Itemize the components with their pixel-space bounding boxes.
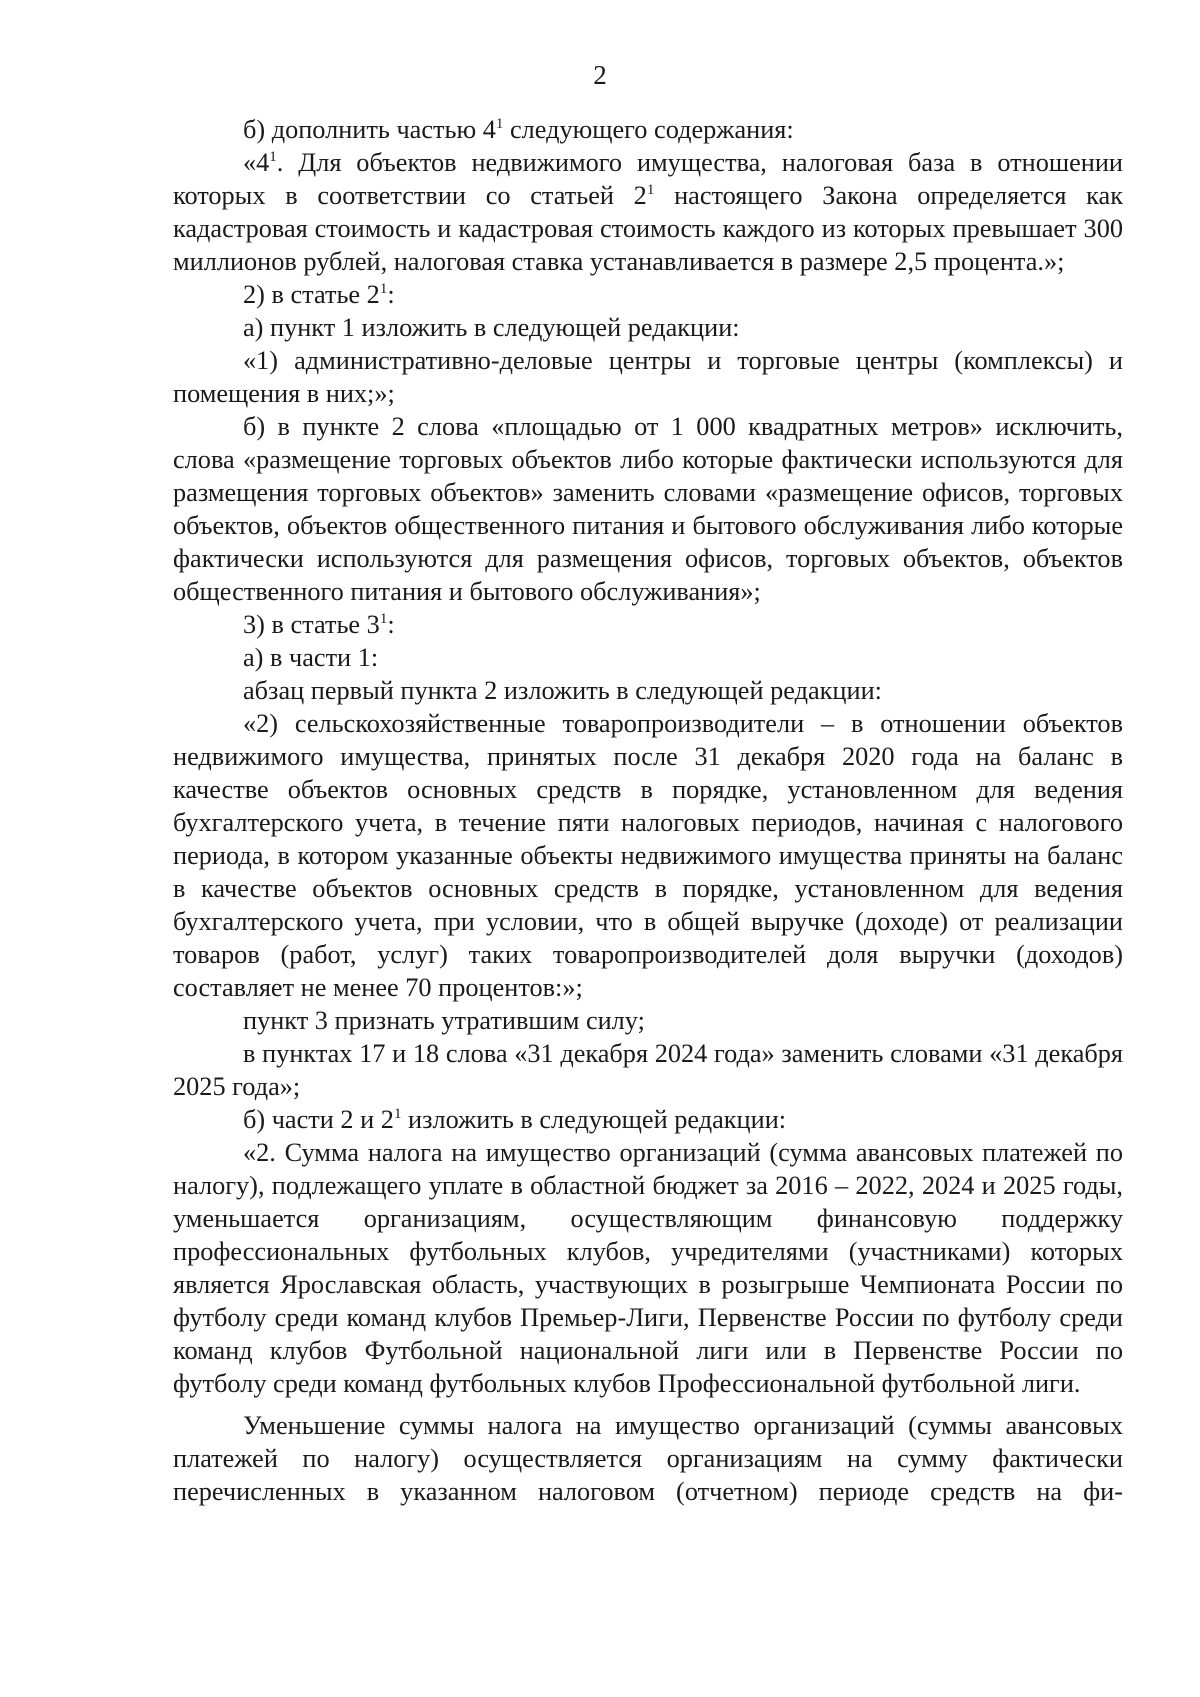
paragraph: абзац первый пункта 2 изложить в следующей редакции: [243,676,882,705]
paragraph: 2) в статье $2^1$: [243,280,395,309]
paragraph: «1) административно-деловые центры и торговые центры (комплексы) и помещения в них;»; [173,346,1123,408]
paragraph: б) дополнить частью $4^1$ следующего содержания: [243,115,794,144]
paragraph: «2) сельскохозяйственные товаропроизводители – в отношении объектов недвижимого имущества, принятых после 31 декабря 2020 года на баланс в качестве объектов основных средств в порядке, установленном для ведения бухгалтерского учета, в течение пяти налоговых периодов, начиная с налогового периода, в котором указанные объекты недвижимого имущества приняты на баланс в качестве объектов основных средств в порядке, установленном для ведения бухгалтерского учета, при условии, что в общей выручке (доходе) от реализации товаров (работ, услуг) таких товаропроизводителей доля выручки (доходов) составляет не менее 70 процентов:»; [173,709,1123,1002]
paragraph: «$4^1$. Для объектов недвижимого имущества, налоговая база в отношении которых в соответствии со статьей $2^1$ настоящего Закона определяется как кадастровая стоимость и кадастровая стоимость каждого из которых превышает 300 миллионов рублей, налоговая ставка устанавливается в размере 2,5 процента.»; [173,148,1123,276]
paragraph: в пунктах 17 и 18 слова «31 декабря 2024 года» заменить словами «31 декабря 2025 года»; [173,1039,1123,1101]
paragraph: Уменьшение суммы налога на имущество организаций (суммы авансовых платежей по налогу) осуществляется организациям на сумму фактически перечисленных в указанном налоговом (отчетном) периоде средств на фи- [173,1411,1123,1506]
paragraph: 3) в статье $3^1$: [243,610,395,639]
paragraph: б) части 2 и $2^1$ изложить в следующей редакции: [243,1105,787,1134]
document-body [173,113,1123,1508]
page-number: 2 [593,60,607,90]
paragraph: а) в части 1: [243,643,379,672]
paragraph: «2. Сумма налога на имущество организаций (сумма авансовых платежей по налогу), подлежащего уплате в областной бюджет за 2016 – 2022, 2024 и 2025 годы, уменьшается организациям, осуществляющим финансовую поддержку профессиональных футбольных клубов, учредителями (участниками) которых является Ярославская область, участвующих в розыгрыше Чемпионата России по футболу среди команд клубов Премьер-Лиги, Первенстве России по футболу среди команд клубов Футбольной национальной лиги или в Первенстве России по футболу среди команд футбольных клубов Профессиональной футбольной лиги. [173,1138,1123,1398]
paragraph: а) пункт 1 изложить в следующей редакции: [243,313,740,342]
paragraph: пункт 3 признать утратившим силу; [243,1006,645,1035]
paragraph: б) в пункте 2 слова «площадью от 1 000 квадратных метров» исключить, слова «размещение торговых объектов либо которые фактически используются для размещения торговых объектов» заменить словами «размещение офисов, торговых объектов, объектов общественного питания и бытового обслуживания либо которые фактически используются для размещения офисов, торговых объектов, объектов общественного питания и бытового обслуживания»; [173,412,1123,606]
